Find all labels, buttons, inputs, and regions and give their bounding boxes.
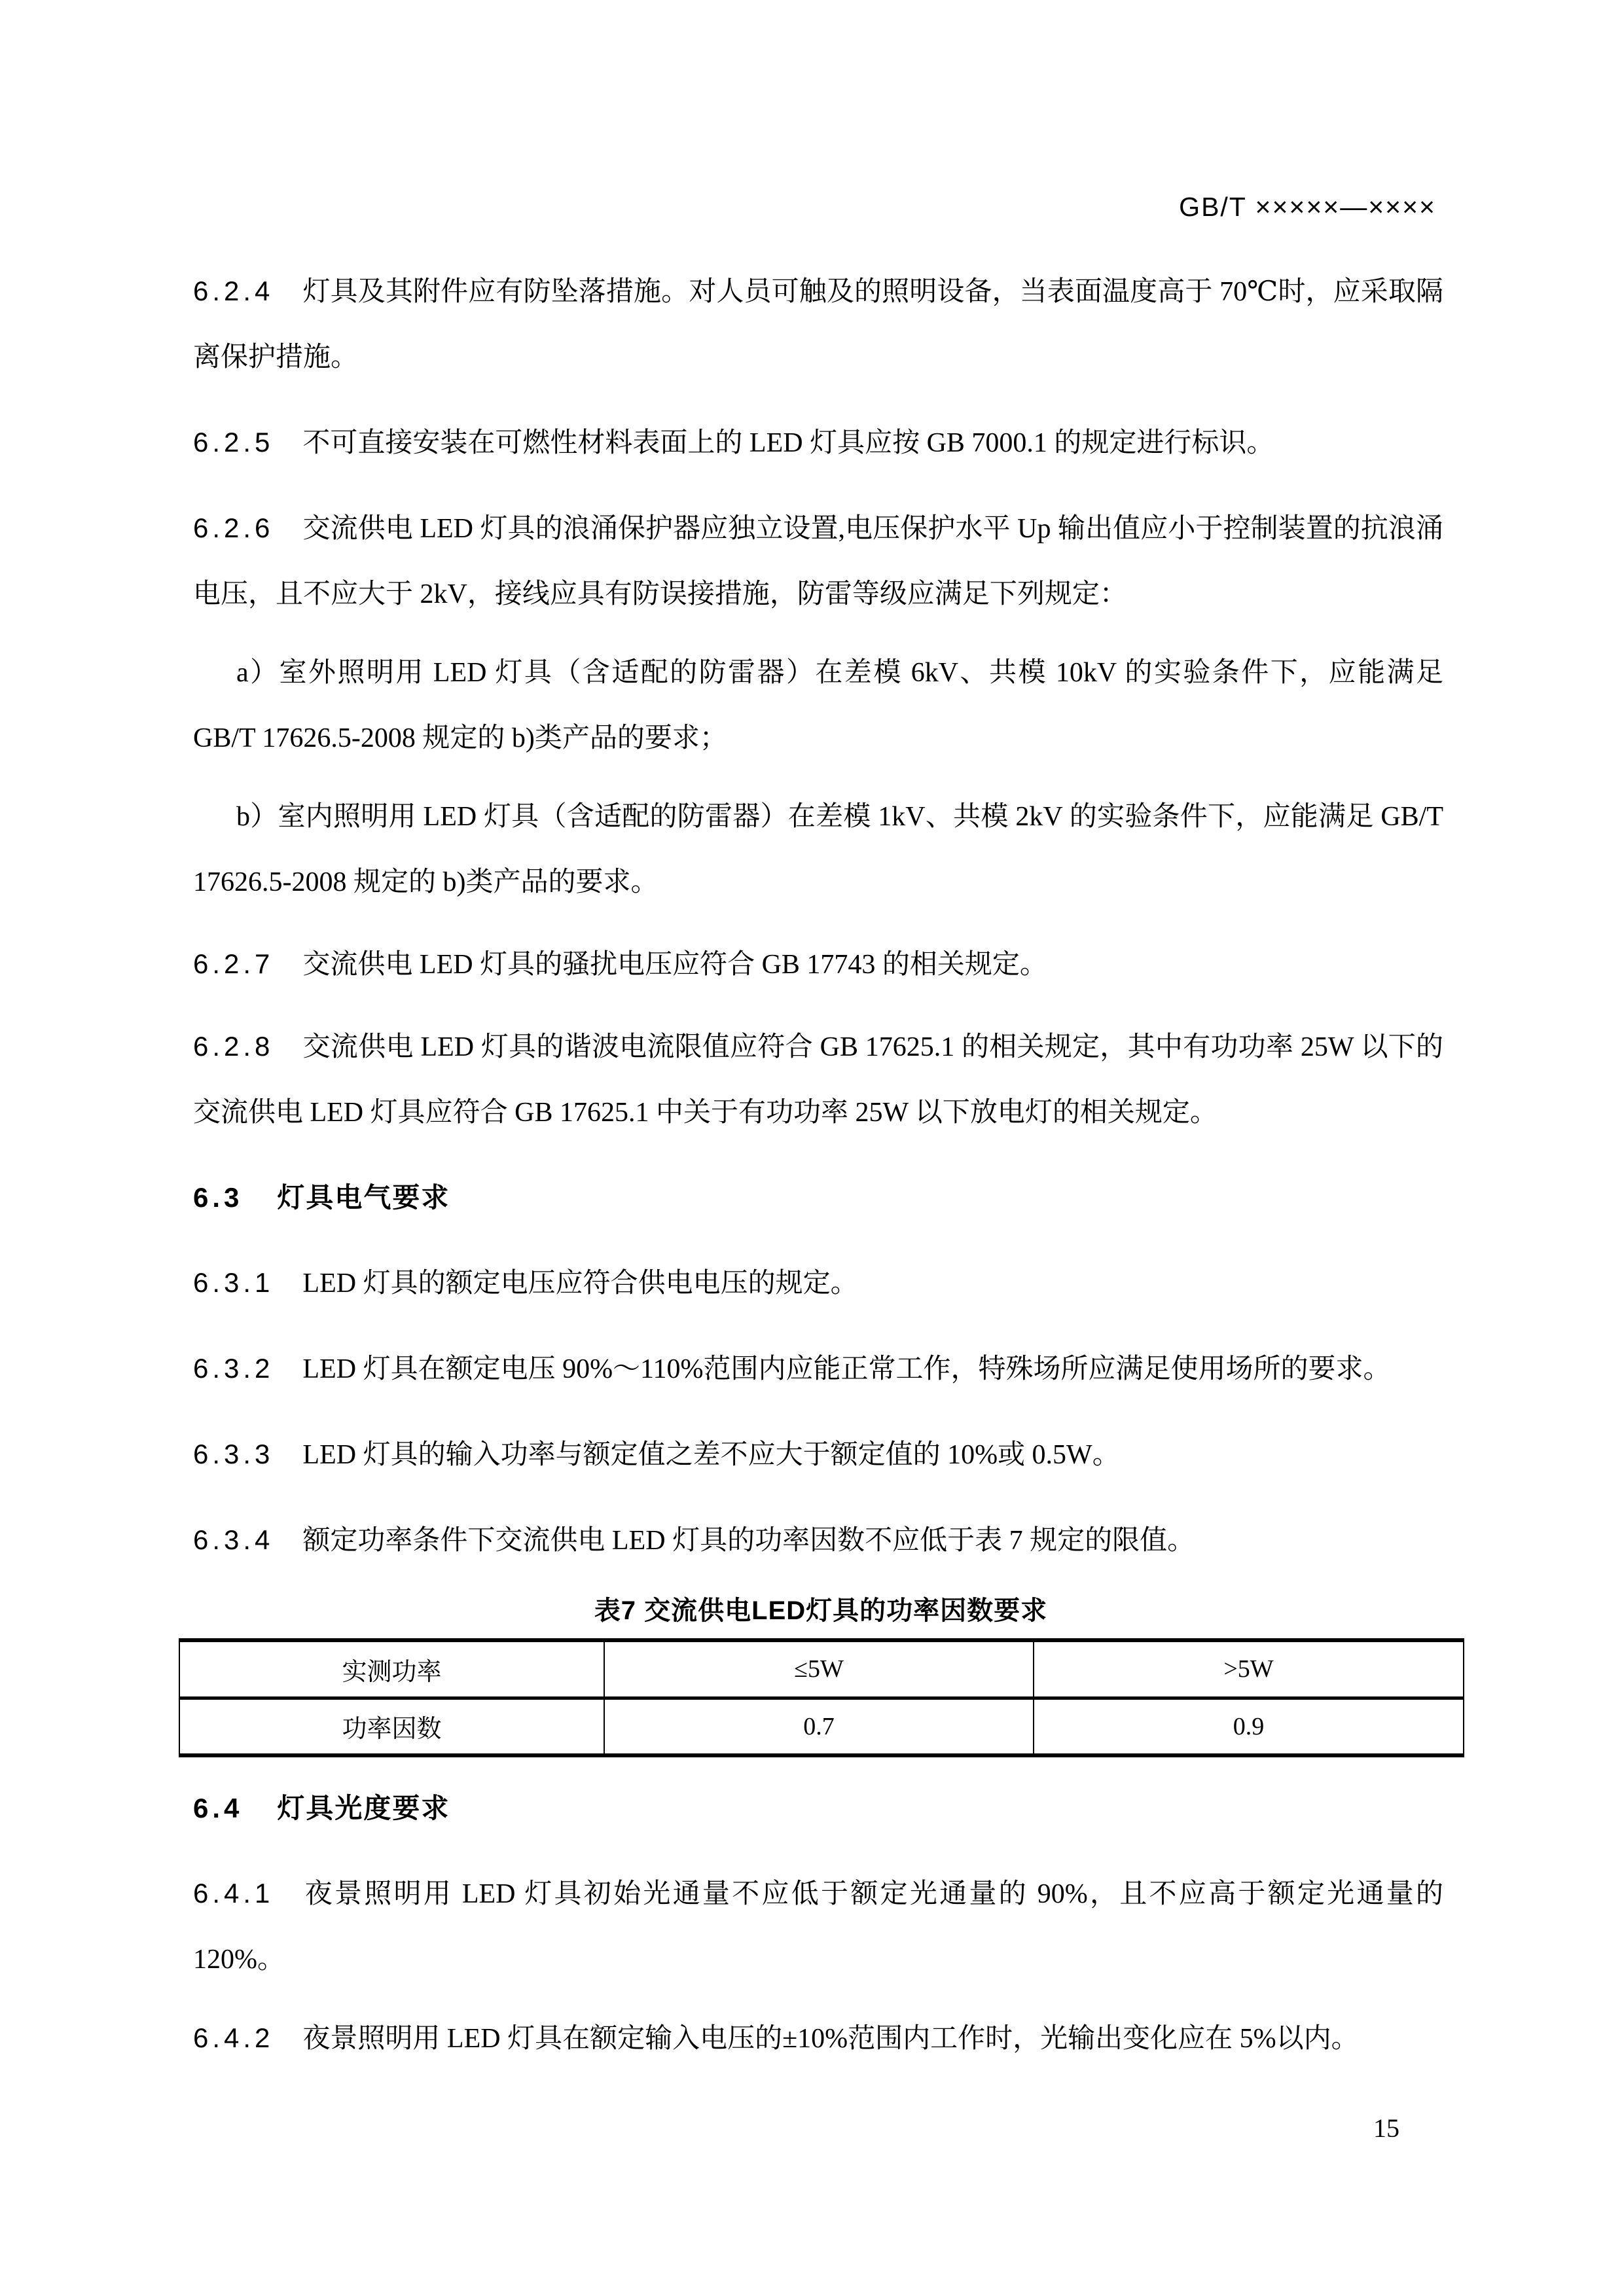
page-number: 15 [1373, 2113, 1399, 2143]
clause-number: 6.3.4 [193, 1524, 274, 1555]
document-content [193, 0, 1443, 2072]
table-data-row [179, 1698, 1464, 1755]
clause-text: LED 灯具的额定电压应符合供电电压的规定。 [302, 1268, 858, 1299]
clause-number: 6.3.3 [193, 1439, 274, 1469]
table-header-row [179, 1640, 1464, 1698]
clause-text: LED 灯具在额定电压 90%～110%范围内应能正常工作，特殊场所应满足使用场所的要求。 [302, 1354, 1391, 1384]
clause-6-2-6 [193, 495, 1443, 627]
clause-text: 夜景照明用 LED 灯具在额定输入电压的±10%范围内工作时，光输出变化应在 5%以内。 [302, 2024, 1359, 2054]
clause-number: 6.2.8 [193, 1031, 274, 1062]
section-title: 灯具电气要求 [277, 1182, 450, 1213]
clause-number: 6.2.5 [193, 427, 274, 457]
section-title: 灯具光度要求 [277, 1793, 450, 1823]
clause-number: 6.3.2 [193, 1353, 274, 1384]
clause-text: 夜景照明用 LED 灯具初始光通量不应低于额定光通量的 90%，且不应高于额定光通量的 120%。 [193, 1879, 1443, 1975]
table7-caption: 表7 交流供电LED灯具的功率因数要求 [594, 1596, 1048, 1625]
table-header-cell: >5W [1034, 1640, 1464, 1698]
clause-6-2-5 [193, 410, 1443, 476]
section-heading-6-3 [193, 1165, 1443, 1230]
clause-number: 6.2.6 [193, 512, 274, 543]
table-header-cell: ≤5W [604, 1640, 1034, 1698]
list-item-text: b）室内照明用 LED 灯具（含适配的防雷器）在差模 1kV、共模 2kV 的实验条件下，应能满足 GB/T 17626.5-2008 规定的 b)类产品的要求。 [193, 802, 1443, 897]
clause-6-4-1 [193, 1861, 1443, 1992]
clause-6-2-7 [193, 931, 1443, 997]
clause-number: 6.3.1 [193, 1267, 274, 1298]
doc-code-header: GB/T ×××××—×××× [1179, 192, 1436, 222]
clause-number: 6.2.4 [193, 276, 274, 306]
clause-number: 6.4.1 [193, 1878, 274, 1909]
section-heading-6-4 [193, 1776, 1443, 1841]
clause-text: 交流供电 LED 灯具的谐波电流限值应符合 GB 17625.1 的相关规定，其中有功功率 25W 以下的交流供电 LED 灯具应符合 GB 17625.1 中关于有功功率 25W 以下放电灯的相关规定。 [193, 1032, 1443, 1128]
list-item-b [193, 784, 1443, 915]
clause-6-2-8 [193, 1014, 1443, 1145]
clause-6-3-1 [193, 1250, 1443, 1316]
table-header-cell: 实测功率 [179, 1640, 604, 1698]
clause-6-2-4 [193, 259, 1443, 390]
clause-6-4-2 [193, 2005, 1443, 2072]
list-item-text: a）室外照明用 LED 灯具（含适配的防雷器）在差模 6kV、共模 10kV 的实验条件下，应能满足 GB/T 17626.5-2008 规定的 b)类产品的要求； [193, 658, 1443, 753]
clause-text: 灯具及其附件应有防坠落措施。对人员可触及的照明设备，当表面温度高于 70℃时，应采取隔离保护措施。 [193, 277, 1443, 372]
table-cell: 0.9 [1034, 1698, 1464, 1755]
section-number: 6.4 [193, 1793, 244, 1823]
clause-text: 不可直接安装在可燃性材料表面上的 LED 灯具应按 GB 7000.1 的规定进行标识。 [302, 428, 1274, 458]
clause-number: 6.4.2 [193, 2022, 274, 2053]
clause-text: 交流供电 LED 灯具的骚扰电压应符合 GB 17743 的相关规定。 [302, 950, 1047, 980]
clause-6-3-4 [193, 1507, 1443, 1573]
clause-text: LED 灯具的输入功率与额定值之差不应大于额定值的 10%或 0.5W。 [302, 1440, 1120, 1470]
list-item-a [193, 640, 1443, 771]
clause-number: 6.2.7 [193, 948, 274, 979]
table7-power-factor [179, 1638, 1464, 1757]
clause-6-3-2 [193, 1336, 1443, 1402]
table-cell: 功率因数 [179, 1698, 604, 1755]
section-number: 6.3 [193, 1182, 244, 1213]
clause-text: 交流供电 LED 灯具的浪涌保护器应独立设置,电压保护水平 Up 输出值应小于控制装置的抗浪涌电压，且不应大于 2kV，接线应具有防误接措施，防雷等级应满足下列规定： [193, 514, 1443, 609]
table-cell: 0.7 [604, 1698, 1034, 1755]
clause-text: 额定功率条件下交流供电 LED 灯具的功率因数不应低于表 7 规定的限值。 [302, 1526, 1195, 1556]
clause-6-3-3 [193, 1422, 1443, 1488]
